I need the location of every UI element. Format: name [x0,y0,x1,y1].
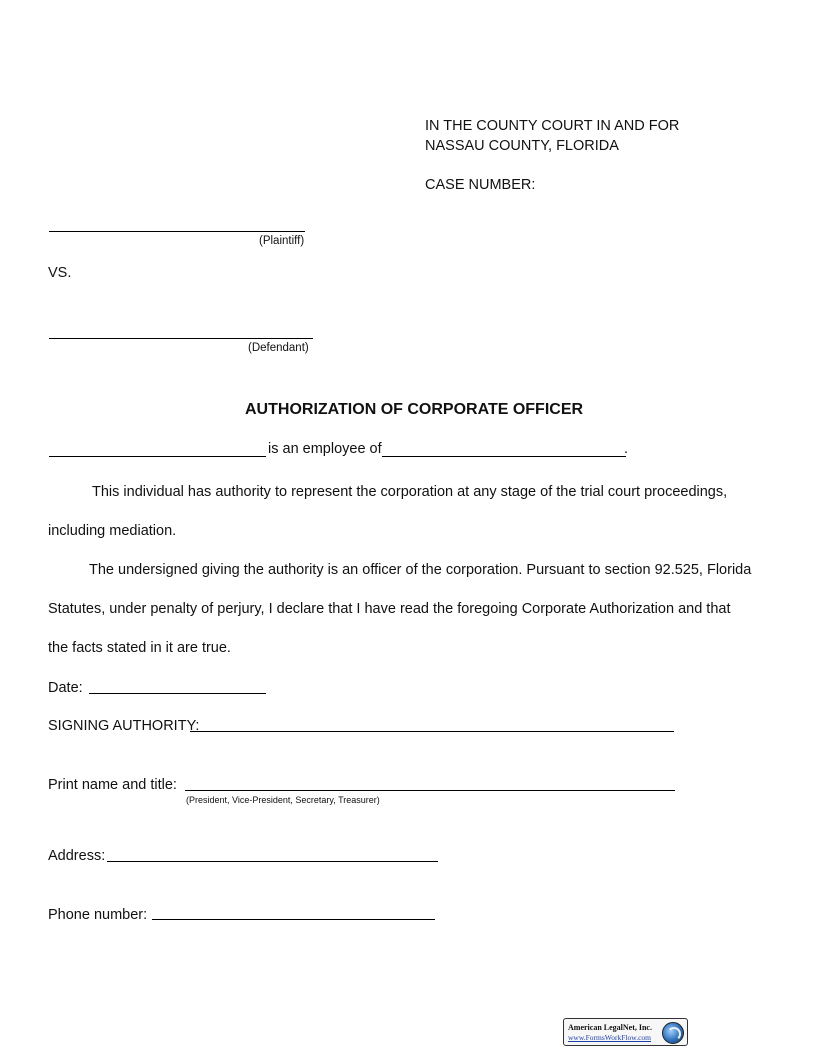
paragraph2-line1: The undersigned giving the authority is an officer of the corporation. Pursuant to section 92.525, Florida [89,562,752,578]
court-header-line1: IN THE COUNTY COURT IN AND FOR [425,118,680,134]
defendant-line[interactable] [49,338,313,339]
versus-text: VS. [48,265,72,281]
american-legalnet-logo[interactable] [563,1018,688,1046]
plaintiff-line[interactable] [49,231,305,232]
print-name-label: Print name and title: [48,777,177,793]
paragraph2-line3: the facts stated in it are true. [48,640,231,656]
paragraph2-line2: Statutes, under penalty of perjury, I declare that I have read the foregoing Corporate Authorization and that [48,601,731,617]
defendant-label: (Defendant) [248,342,309,354]
employee-of-text: is an employee of [268,441,382,457]
phone-field[interactable] [152,919,435,920]
court-header-line2: NASSAU COUNTY, FLORIDA [425,138,619,154]
date-label: Date: [48,680,83,696]
globe-icon [662,1022,684,1044]
employee-line-end: . [624,441,629,457]
print-name-hint: (President, Vice-President, Secretary, Treasurer) [186,795,380,805]
logo-website-link[interactable]: www.FormsWorkFlow.com [568,1033,652,1042]
signing-authority-label: SIGNING AUTHORITY: [48,718,200,734]
paragraph1-line1: This individual has authority to represent the corporation at any stage of the trial court proceedings, [92,484,728,500]
document-title: AUTHORIZATION OF CORPORATE OFFICER [245,401,584,418]
print-name-field[interactable] [185,790,675,791]
address-field[interactable] [107,861,438,862]
signing-authority-field[interactable] [190,731,674,732]
paragraph1-line2: including mediation. [48,523,177,539]
plaintiff-label: (Plaintiff) [259,235,305,247]
logo-company-text: American LegalNet, Inc. [568,1023,652,1032]
date-field[interactable] [89,693,266,694]
corporation-name-line[interactable] [382,456,626,457]
employee-name-line[interactable] [49,456,266,457]
phone-label: Phone number: [48,907,148,923]
case-number-label: CASE NUMBER: [425,177,536,193]
address-label: Address: [48,848,106,864]
